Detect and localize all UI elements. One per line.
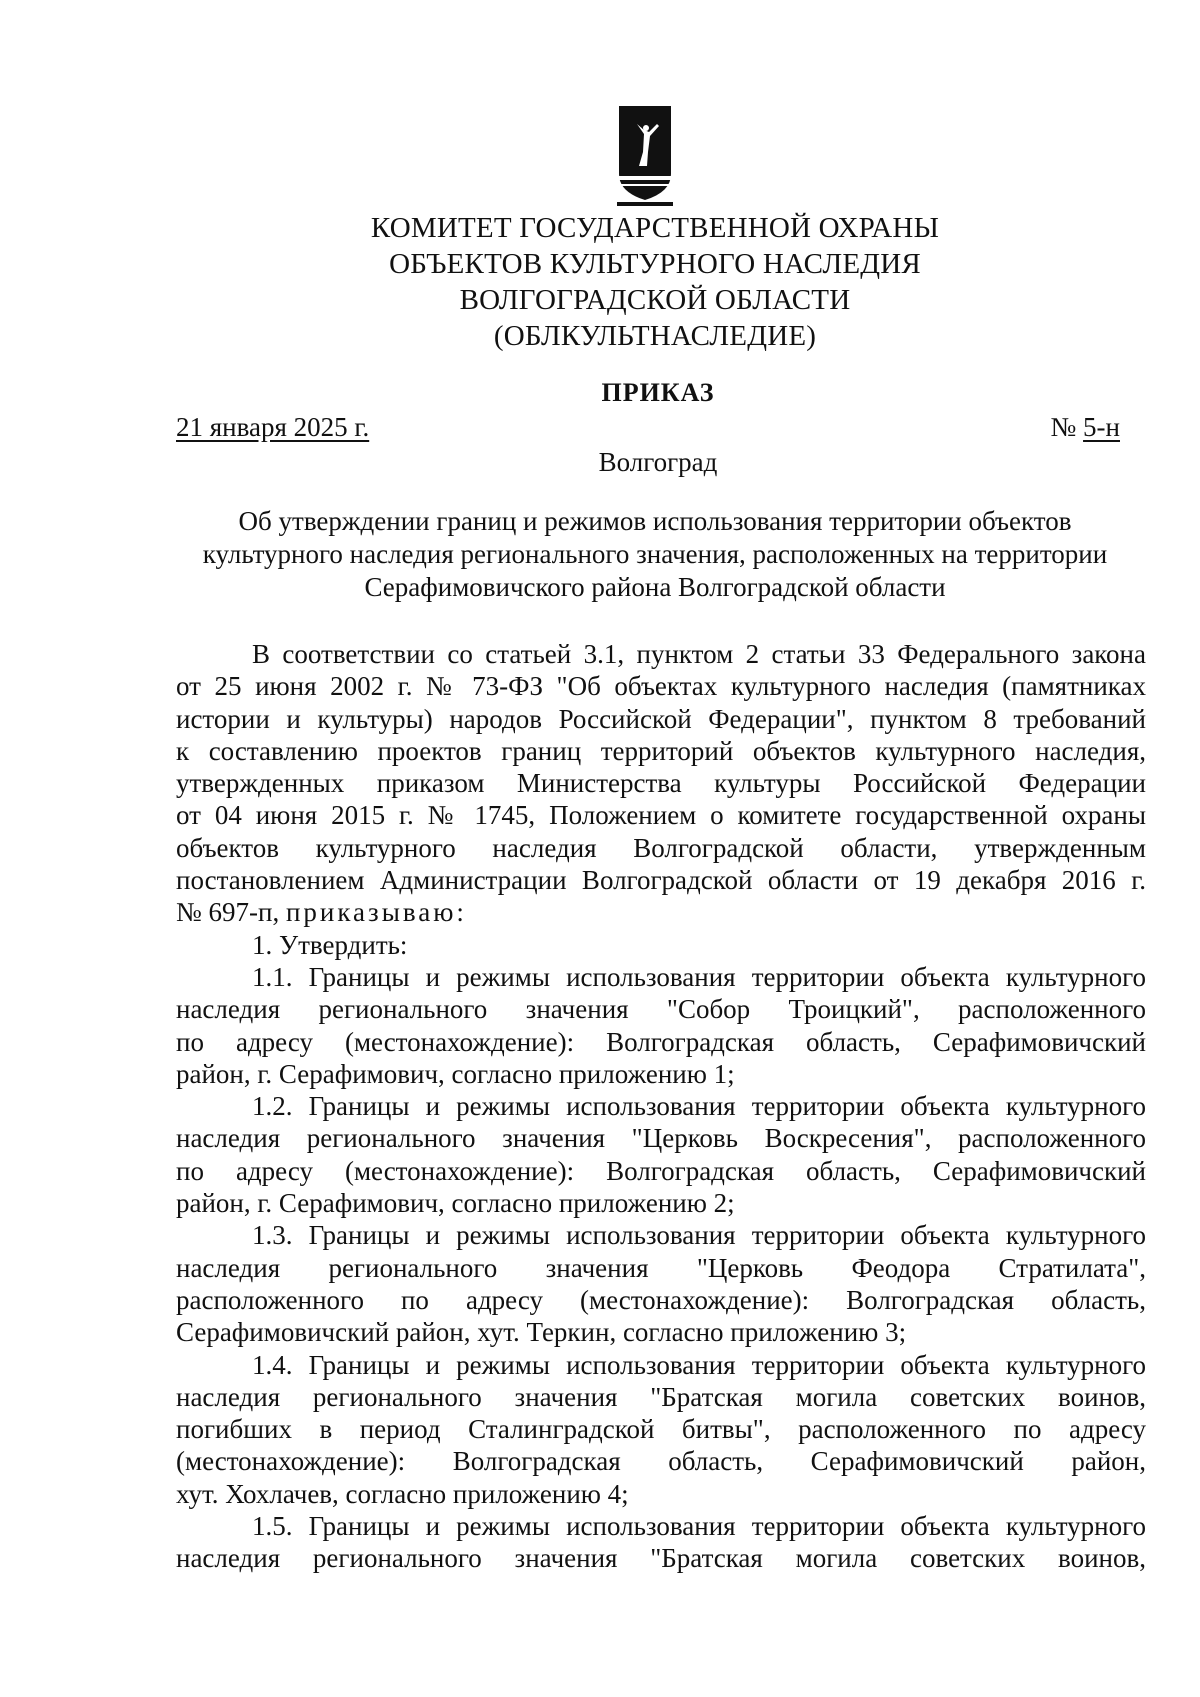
preamble-line: постановлением Администрации Волгоградской области от 19 декабря 2016 г. <box>176 865 1146 896</box>
volgograd-coat-of-arms-icon <box>617 104 673 208</box>
item-1-3-line: расположенного по адресу (местонахождение): Волгоградская область, <box>176 1284 1146 1315</box>
item-1-4-line: 1.4. Границы и режимы использования территории объекта культурного <box>252 1349 1146 1380</box>
preamble-line: от 04 июня 2015 г. № 1745, Положением о комитете государственной охраны <box>176 800 1146 831</box>
item-1-4-line: наследия регионального значения "Братская могила советских воинов, <box>176 1381 1146 1412</box>
preamble-line: утвержденных приказом Министерства культуры Российской Федерации <box>176 768 1146 799</box>
subject-line: Об утверждении границ и режимов использования территории объектов <box>238 506 1072 536</box>
item-1-1-line: наследия регионального значения "Собор Троицкий", расположенного <box>176 994 1146 1025</box>
document-subject <box>170 505 1140 604</box>
preamble-line: истории и культуры) народов Российской Федерации", пунктом 8 требований <box>176 703 1146 734</box>
subject-line: культурного наследия регионального значения, расположенных на территории <box>202 539 1108 569</box>
order-word: приказываю: <box>285 897 467 928</box>
item-1: 1. Утвердить: <box>252 929 408 960</box>
item-1-5-line: наследия регионального значения "Братская могила советских воинов, <box>176 1543 1146 1574</box>
organization-header <box>300 210 1010 354</box>
preamble-last-line <box>176 896 1146 928</box>
preamble-ref: № 697-п, <box>176 897 280 928</box>
item-1-1-line: по адресу (местонахождение): Волгоградская область, Серафимовичский <box>176 1026 1146 1057</box>
item-1-5-line: 1.5. Границы и режимы использования территории объекта культурного <box>252 1511 1146 1542</box>
item-1-3-line: 1.3. Границы и режимы использования территории объекта культурного <box>252 1220 1146 1251</box>
preamble-line: к составлению проектов границ территорий объектов культурного наследия, <box>176 735 1146 766</box>
preamble-line: объектов культурного наследия Волгоградской области, утвержденным <box>176 832 1146 863</box>
item-1-4-line: (местонахождение): Волгоградская область, Серафимовичский район, <box>176 1446 1146 1477</box>
item-1-2-line: 1.2. Границы и режимы использования территории объекта культурного <box>252 1091 1146 1122</box>
org-line: КОМИТЕТ ГОСУДАРСТВЕННОЙ ОХРАНЫ <box>370 212 940 244</box>
org-line: ОБЪЕКТОВ КУЛЬТУРНОГО НАСЛЕДИЯ <box>389 248 921 280</box>
item-1-2-line: район, г. Серафимович, согласно приложению 2; <box>176 1188 735 1219</box>
document-type-title: ПРИКАЗ <box>601 378 715 407</box>
document-body <box>176 638 1146 1575</box>
item-1-2-line: наследия регионального значения "Церковь Воскресения", расположенного <box>176 1123 1146 1154</box>
preamble-line: В соответствии со статьей 3.1, пунктом 2 статьи 33 Федерального закона <box>252 639 1146 669</box>
preamble-line: от 25 июня 2002 г. № 73-ФЗ "Об объектах культурного наследия (памятниках <box>176 671 1146 702</box>
item-1-3-line: наследия регионального значения "Церковь Феодора Стратилата", <box>176 1252 1146 1283</box>
document-city: Волгоград <box>598 447 718 477</box>
subject-line: Серафимовичского района Волгоградской области <box>364 572 946 602</box>
number-prefix: № <box>1050 412 1084 442</box>
item-1-1-line: 1.1. Границы и режимы использования территории объекта культурного <box>252 961 1146 992</box>
item-1-4-line: погибших в период Сталинградской битвы", расположенного по адресу <box>176 1414 1146 1445</box>
item-1-3-line: Серафимовичский район, хут. Теркин, согласно приложению 3; <box>176 1317 907 1348</box>
org-line: ВОЛГОГРАДСКОЙ ОБЛАСТИ <box>459 284 851 316</box>
document-date: 21 января 2025 г. <box>176 412 370 442</box>
item-1-4-line: хут. Хохлачев, согласно приложению 4; <box>176 1478 629 1509</box>
document-number <box>1051 412 1120 443</box>
number-value: 5-н <box>1083 412 1120 442</box>
org-line: (ОБЛКУЛЬТНАСЛЕДИЕ) <box>493 320 817 352</box>
item-1-1-line: район, г. Серафимович, согласно приложению 1; <box>176 1058 735 1089</box>
item-1-2-line: по адресу (местонахождение): Волгоградская область, Серафимовичский <box>176 1155 1146 1186</box>
